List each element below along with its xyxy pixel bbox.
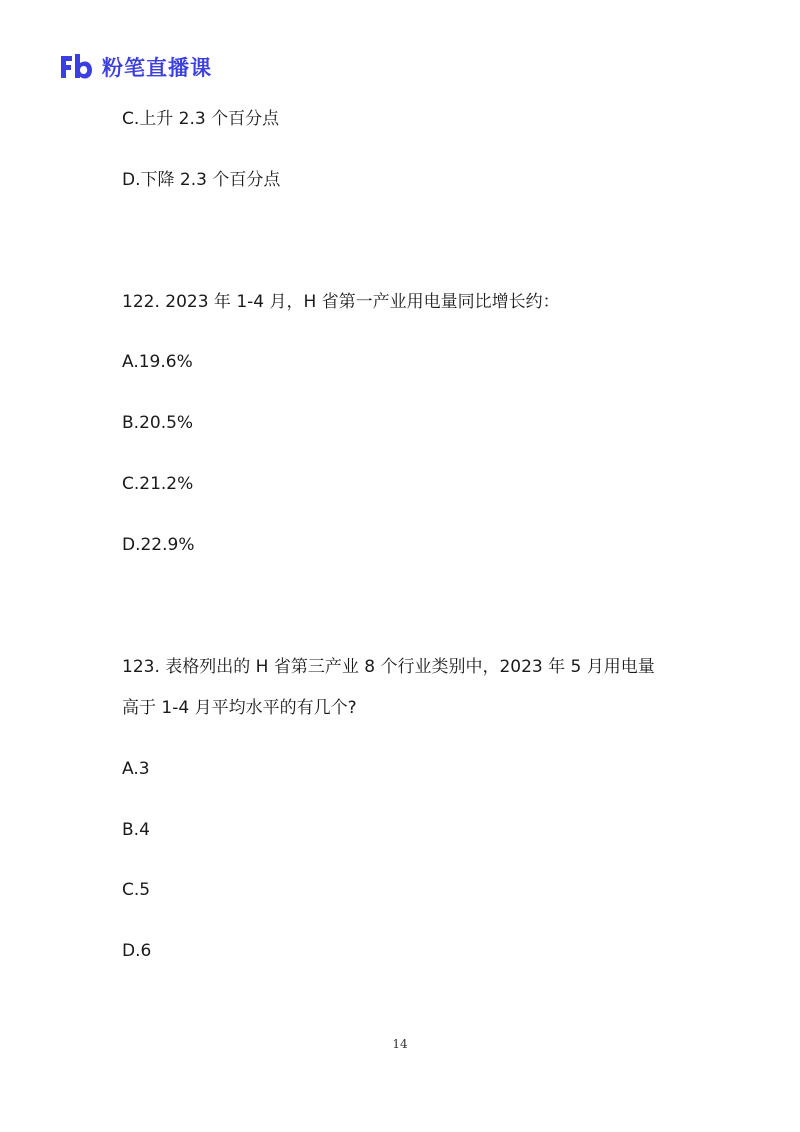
prev-option-d: D.下降 2.3 个百分点 — [122, 170, 281, 190]
question-122-option-c: C.21.2% — [122, 474, 194, 494]
brand-name: 粉笔直播课 — [102, 56, 212, 80]
question-122-option-d: D.22.9% — [122, 535, 195, 555]
prev-option-c: C.上升 2.3 个百分点 — [122, 109, 280, 129]
question-123-option-b: B.4 — [122, 820, 150, 840]
question-123-option-d: D.6 — [122, 941, 152, 961]
question-123-option-a: A.3 — [122, 759, 150, 779]
fb-logo-icon — [58, 52, 94, 82]
question-122-option-a: A.19.6% — [122, 352, 193, 372]
question-123-option-c: C.5 — [122, 880, 151, 900]
question-123-stem-line-2: 高于 1-4 月平均水平的有几个? — [122, 698, 357, 718]
question-122-option-b: B.20.5% — [122, 413, 194, 433]
page-number: 14 — [392, 1037, 408, 1051]
brand-header — [58, 52, 212, 82]
question-123-stem-line-1: 123. 表格列出的 H 省第三产业 8 个行业类别中，2023 年 5 月用电量 — [122, 657, 655, 677]
question-122-stem: 122. 2023 年 1-4 月，H 省第一产业用电量同比增长约： — [122, 292, 560, 312]
